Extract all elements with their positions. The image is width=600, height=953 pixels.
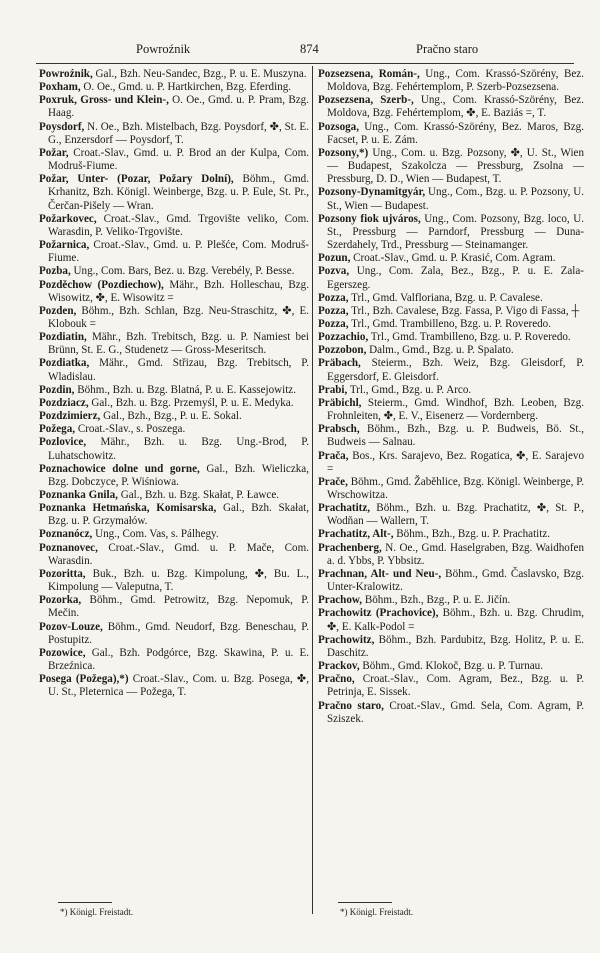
gazetteer-entry <box>318 331 584 344</box>
entry-text: Ung., Com. Krassó-Szörény, Bez. Moldova, Bzg. Fehértemplom, ✤, E. Baziás =, T. <box>327 94 584 120</box>
entry-text: Gal., Bzh. Skałat, Bzg. u. P. Grzymałów. <box>48 502 309 528</box>
entry-text: N. Oe., Gmd. Haselgraben, Bzg. Waidhofen a. d. Ybbs, P. Ybbsitz. <box>327 541 584 567</box>
footnote-left: *) Königl. Freistadt. <box>60 907 133 917</box>
gazetteer-entry <box>39 594 309 620</box>
entry-name: Poxruk, Gross- und Klein-, <box>39 94 169 107</box>
entry-name: Prachow, <box>318 594 363 607</box>
entry-text: Böhm., Bzh., Bzg., P. u. E. Jičín. <box>362 594 511 607</box>
gazetteer-entry <box>39 121 309 147</box>
entry-name: Pozva, <box>318 265 350 278</box>
entry-text: Trl., Gmd. Trambilleno, Bzg. u. P. Roveredo. <box>368 331 571 344</box>
gazetteer-entry <box>318 397 584 423</box>
entry-name: Prackov, <box>318 660 360 673</box>
page-header <box>36 42 574 60</box>
entry-name: Pozza, <box>318 291 349 304</box>
gazetteer-entry <box>39 239 309 265</box>
entry-name: Prače, <box>318 475 348 488</box>
entry-text: Steierm., Gmd. Windhof, Bzh. Leoben, Bzg. Frohnleiten, ✤, E. V., Eisenerz — Vordernberg. <box>327 396 584 423</box>
gazetteer-entry <box>318 384 584 397</box>
entry-text: Ung., Com. Bars, Bez. u. Bzg. Verebély, P. Besse. <box>70 265 295 278</box>
entry-text: Gal., Bzh. Neu-Sandec, Bzg., P. u. E. Muszyna. <box>92 68 307 80</box>
entry-text: Ung., Com. Pozsony, Bzg. loco, U. St., Pressburg — Parndorf, Pressburg — Duna-Szerdahely, Trd., Pressburg — Steinamanger. <box>327 212 584 252</box>
entry-name: Poznachowice dolne und gorne, <box>39 462 200 475</box>
entry-name: Pozza, <box>318 304 349 317</box>
entry-name: Pozoritta, <box>39 567 86 580</box>
entry-name: Prachowitz (Prachovice), <box>318 607 439 620</box>
gazetteer-entry <box>318 147 584 186</box>
gazetteer-entry <box>39 331 309 357</box>
entry-name: Poznanka Gnila, <box>39 489 118 501</box>
entry-text: N. Oe., Bzh. Mistelbach, Bzg. Poysdorf, ✤, St. E. G., Enzersdorf — Poysdorf, T. <box>48 120 309 146</box>
gazetteer-entry <box>318 305 584 318</box>
entry-name: Pozdin, <box>39 383 75 396</box>
entry-name: Pozun, <box>318 252 351 265</box>
entry-text: Gal., Bzh. Wieliczka, Bzg. Dobczyce, P. Wiśniowa. <box>48 462 309 488</box>
entry-text: Croat.-Slav., s. Poszega. <box>75 423 186 436</box>
entry-name: Pračno, <box>318 673 355 686</box>
gazetteer-entry <box>318 292 584 305</box>
gazetteer-entry <box>318 528 584 541</box>
entry-text: Böhm., Gmd. Časlavsko, Bzg. Unter-Kralowitz. <box>327 567 584 594</box>
entry-text: Mähr., Bzh. Holleschau, Bzg. Wisowitz, ✤, E. Wisowitz = <box>48 278 309 304</box>
entry-name: Prabi, <box>318 383 348 396</box>
entry-name: Prachenberg, <box>318 541 382 554</box>
gazetteer-entry <box>318 673 584 699</box>
gazetteer-entry <box>39 673 309 699</box>
entry-name: Präbach, <box>318 357 361 370</box>
entry-text: Mähr., Bzh. Trebitsch, Bzg. u. P. Namiest bei Brünn, St. E. G., Studenetz — Gross-Meseritsch. <box>48 331 309 357</box>
header-right-word: Pračno staro <box>416 42 479 56</box>
gazetteer-entry <box>39 357 309 383</box>
entry-text: Gal., Bzh. u. Bzg. Skałat, P. Ławce. <box>117 489 280 501</box>
gazetteer-entry <box>318 213 584 252</box>
gazetteer-entry <box>318 186 584 212</box>
entry-name: Pozdziacz, <box>39 396 89 409</box>
entry-name: Pozov-Louze, <box>39 620 103 633</box>
gazetteer-entry <box>39 410 309 423</box>
entry-text: O. Oe., Gmd. u. P. Pram, Bzg. Haag. <box>48 94 309 120</box>
entry-text: Croat.-Slav., Gmd. u. P. Mače, Com. Warasdin. <box>48 541 309 567</box>
gazetteer-entry <box>39 463 309 489</box>
entry-name: Posega (Požega),*) <box>39 673 129 686</box>
gazetteer-entry <box>318 318 584 331</box>
gazetteer-entry <box>39 528 309 541</box>
gazetteer-entry <box>39 279 309 305</box>
gazetteer-entry <box>39 542 309 568</box>
gazetteer-entry <box>39 173 309 212</box>
entry-text: Böhm., Gmd. Krhanitz, Bzh. Königl. Weinberge, Bzg. u. P. Eule, St. Pr., Čerčan-Pišely — Wran. <box>48 173 309 212</box>
entry-name: Powroźnik, <box>39 68 93 80</box>
gazetteer-entry <box>318 607 584 633</box>
entry-text: Böhm., Bzh., Bzg. u. P. Budweis, Bö. St., Budweis — Salnau. <box>327 423 584 449</box>
page-number: 874 <box>300 42 319 56</box>
entry-name: Pozzachio, <box>318 331 369 344</box>
entry-text: Ung., Com. Krassó-Szörény, Bez. Moldova, Bzg. Fehértemplom, P. Szerb-Pozsezsena. <box>327 68 584 94</box>
entry-text: Böhm., Bzh. u. Bzg. Blatná, P. u. E. Kassejowitz. <box>74 383 297 396</box>
entry-name: Prabsch, <box>318 423 360 436</box>
entry-text: Böhm., Gmd. Klokoč, Bzg. u. P. Turnau. <box>359 660 543 673</box>
entry-name: Prachowitz, <box>318 633 375 646</box>
entry-name: Pozdiatka, <box>39 357 90 370</box>
gazetteer-entry <box>39 568 309 594</box>
footnote-rule-right <box>338 902 392 903</box>
entry-name: Pozsezsena, Szerb-, <box>318 94 414 107</box>
gazetteer-entry <box>39 305 309 331</box>
entry-text: Buk., Bzh. u. Bzg. Kimpolung, ✤, Bu. L., Kimpolung — Valeputna, T. <box>48 567 309 594</box>
gazetteer-entry <box>39 147 309 173</box>
entry-text: Ung., Com. Vas, s. Pálhegy. <box>92 528 219 541</box>
left-column <box>39 68 309 700</box>
gazetteer-entry <box>318 700 584 726</box>
gazetteer-entry <box>318 357 584 383</box>
entry-name: Prachatitz, <box>318 502 371 515</box>
entry-name: Požarkovec, <box>39 212 97 225</box>
entry-name: Pozzobon, <box>318 344 367 357</box>
entry-name: Pozdzimierz, <box>39 410 101 423</box>
entry-text: Gal., Bzh. u. Bzg. Przemyśl, P. u. E. Medyka. <box>88 396 294 409</box>
entry-name: Požarnica, <box>39 239 90 252</box>
gazetteer-entry <box>39 397 309 410</box>
entry-text: Mähr., Bzh. u. Bzg. Ung.-Brod, P. Luhatschowitz. <box>48 436 309 462</box>
gazetteer-entry <box>39 647 309 673</box>
gazetteer-entry <box>318 252 584 265</box>
entry-name: Pozsony-Dynamitgyár, <box>318 186 426 199</box>
gazetteer-entry <box>39 68 309 81</box>
gazetteer-entry <box>318 265 584 291</box>
entry-name: Pračno staro, <box>318 699 384 712</box>
entry-name: Požar, Unter- (Pozar, Požary Dolní), <box>39 173 234 186</box>
entry-name: Poznanovec, <box>39 541 98 554</box>
entry-name: Pozza, <box>318 317 349 330</box>
gazetteer-entry <box>318 634 584 660</box>
entry-text: Croat.-Slav., Com. Agram, Bez., Bzg. u. P. Petrinja, E. Sissek. <box>327 673 584 699</box>
entry-name: Präbichl, <box>318 396 362 409</box>
entry-text: Trl., Bzh. Cavalese, Bzg. Fassa, P. Vigo di Fassa, ┼ <box>348 304 580 317</box>
entry-name: Pozowice, <box>39 646 86 659</box>
gazetteer-entry <box>39 436 309 462</box>
entry-text: Ung., Com., Bzg. u. P. Pozsony, U. St., Wien — Budapest. <box>327 186 584 212</box>
column-divider <box>312 66 313 914</box>
entry-text: Mähr., Gmd. Střizau, Bzg. Trebitsch, P. Wladislau. <box>48 357 309 383</box>
gazetteer-entry <box>318 94 584 120</box>
entry-name: Pozsoga, <box>318 120 359 133</box>
entry-name: Požega, <box>39 423 76 436</box>
entry-name: Pozdiatin, <box>39 331 87 344</box>
gazetteer-entry <box>39 384 309 397</box>
entry-name: Prača, <box>318 449 349 462</box>
entry-text: Trl., Gmd. Valfloriana, Bzg. u. P. Cavalese. <box>348 291 543 304</box>
entry-text: Gal., Bzh. Podgórce, Bzg. Skawina, P. u. E. Brzeźnica. <box>48 646 309 673</box>
gazetteer-entry <box>318 450 584 476</box>
entry-text: Trl., Gmd., Bzg. u. P. Arco. <box>347 383 472 396</box>
entry-name: Pozden, <box>39 304 77 317</box>
gazetteer-entry <box>318 68 584 94</box>
right-column <box>318 68 584 726</box>
entry-text: Croat.-Slav., Com. u. Bzg. Posega, ✤, U. St., Pleternica — Požega, T. <box>48 673 309 699</box>
gazetteer-entry <box>39 423 309 436</box>
gazetteer-entry <box>318 344 584 357</box>
entry-text: Croat.-Slav., Gmd. u. P. Krasić, Com. Agram. <box>350 252 556 265</box>
entry-name: Pozba, <box>39 265 71 278</box>
entry-name: Pozsony,*) <box>318 146 369 159</box>
entry-name: Poznanka Hetmańska, Komisarska, <box>39 502 217 515</box>
entry-text: Böhm., Gmd. Žaběhlice, Bzg. Königl. Weinberge, P. Wrschowitza. <box>327 475 584 501</box>
entry-text: Steierm., Bzh. Weiz, Bzg. Gleisdorf, P. Eggersdorf, E. Gleisdorf. <box>327 357 584 383</box>
gazetteer-entry <box>39 489 309 502</box>
entry-text: Croat.-Slav., Gmd. Sela, Com. Agram, P. Sziszek. <box>327 699 584 725</box>
gazetteer-entry <box>39 213 309 239</box>
entry-name: Poznanócz, <box>39 528 93 541</box>
gazetteer-entry <box>39 621 309 647</box>
entry-text: Böhm., Bzh. Schlan, Bzg. Neu-Straschitz, ✤, E. Klobouk = <box>48 304 309 330</box>
entry-text: O. Oe., Gmd. u. P. Hartkirchen, Bzg. Eferding. <box>80 81 292 94</box>
entry-text: Bos., Krs. Sarajevo, Bez. Rogatica, ✤, E. Sarajevo = <box>327 449 584 475</box>
gazetteer-entry <box>318 121 584 147</box>
gazetteer-entry <box>318 423 584 449</box>
entry-name: Pozsezsena, Román-, <box>318 68 420 80</box>
gazetteer-entry <box>318 502 584 528</box>
entry-text: Dalm., Gmd., Bzg. u. P. Spalato. <box>366 344 514 357</box>
entry-name: Pozlovice, <box>39 436 87 449</box>
entry-name: Pozorka, <box>39 594 82 607</box>
gazetteer-entry <box>318 542 584 568</box>
entry-name: Prachatitz, Alt-, <box>318 528 394 541</box>
entry-name: Požar, <box>39 146 69 159</box>
footnote-right: *) Königl. Freistadt. <box>340 907 413 917</box>
header-left-word: Powroźnik <box>136 42 191 56</box>
entry-name: Pozděchow (Pozdiechow), <box>39 278 164 291</box>
gazetteer-entry <box>39 94 309 120</box>
entry-text: Böhm., Gmd. Neudorf, Bzg. Beneschau, P. Postupitz. <box>48 620 309 646</box>
entry-text: Ung., Com. u. Bzg. Pozsony, ✤, U. St., Wien — Budapest, Szakolcza — Pressburg, Zsolna — Pressburg, D. D., Wien — Budapest, T. <box>327 146 584 186</box>
entry-text: Böhm., Bzh. Pardubitz, Bzg. Holitz, P. u. E. Daschitz. <box>327 633 584 659</box>
entry-text: Böhm., Bzh., Bzg. u. P. Prachatitz. <box>393 528 551 541</box>
footnote-rule-left <box>58 902 112 903</box>
gazetteer-entry <box>318 568 584 594</box>
gazetteer-entry <box>318 476 584 502</box>
entry-name: Prachnan, Alt- und Neu-, <box>318 567 442 580</box>
entry-text: Böhm., Gmd. Petrowitz, Bzg. Nepomuk, P. Mečin. <box>48 594 309 620</box>
gazetteer-entry <box>39 502 309 528</box>
entry-text: Böhm., Bzh. u. Bzg. Prachatitz, ✤, St. P., Wodňan — Wallern, T. <box>327 502 584 528</box>
entry-text: Croat.-Slav., Gmd. Trgovište veliko, Com. Warasdin, P. Veliko-Trgovište. <box>48 212 309 238</box>
entry-text: Trl., Gmd. Trambilleno, Bzg. u. P. Roveredo. <box>348 317 551 330</box>
entry-text: Böhm., Bzh. u. Bzg. Chrudim, ✤, E. Kalk-Podol = <box>327 607 584 633</box>
entry-text: Ung., Com. Krassó-Szörény, Bez. Maros, Bzg. Facset, P. u. E. Zám. <box>327 120 584 146</box>
entry-text: Croat.-Slav., Gmd. u. P. Brod an der Kulpa, Com. Modruš-Fiume. <box>48 146 309 173</box>
header-rule <box>36 63 574 64</box>
gazetteer-entry <box>39 265 309 278</box>
gazetteer-entry <box>318 660 584 673</box>
entry-name: Poysdorf, <box>39 120 85 133</box>
entry-name: Pozsony fiok ujváros, <box>318 212 421 225</box>
entry-text: Ung., Com. Zala, Bez., Bzg., P. u. E. Zala-Egerszeg. <box>327 265 584 291</box>
entry-text: Croat.-Slav., Gmd. u. P. Plešće, Com. Modruš-Fiume. <box>48 239 309 265</box>
gazetteer-entry <box>318 594 584 607</box>
entry-text: Gal., Bzh., Bzg., P. u. E. Sokal. <box>100 410 242 423</box>
entry-name: Poxham, <box>39 81 81 94</box>
gazetteer-entry <box>39 81 309 94</box>
